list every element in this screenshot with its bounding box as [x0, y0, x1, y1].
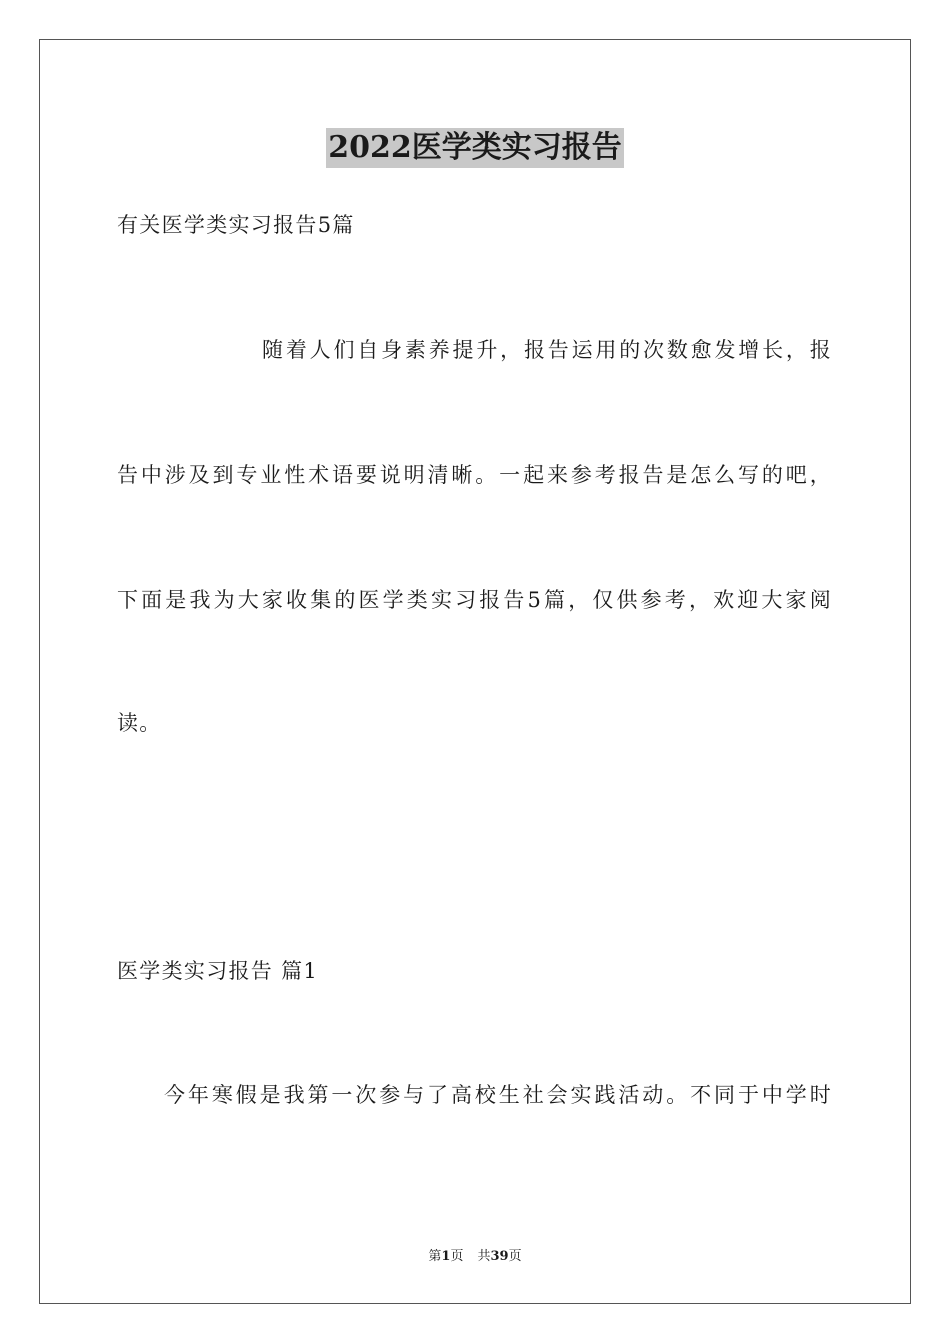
footer-page-suffix: 页: [450, 1249, 464, 1264]
intro-line-2: 告中涉及到专业性术语要说明清晰。一起来参考报告是怎么写的吧，: [117, 463, 832, 487]
intro-line-1: 随着人们自身素养提升，报告运用的次数愈发增长，报: [262, 338, 832, 362]
footer-total-prefix: 共: [477, 1249, 491, 1264]
title-container: [0, 128, 950, 168]
footer-page-current: 1: [441, 1249, 451, 1264]
section-paragraph-line-1: 今年寒假是我第一次参与了高校生社会实践活动。不同于中学时: [164, 1083, 832, 1107]
footer-page-total: 39: [490, 1249, 509, 1264]
intro-line-4: 读。: [117, 711, 162, 735]
document-subtitle: 有关医学类实习报告5篇: [117, 213, 355, 237]
page-footer: [0, 1248, 950, 1266]
footer-page-prefix: 第: [428, 1249, 442, 1264]
document-title: 2022医学类实习报告: [326, 128, 624, 168]
section-heading: 医学类实习报告 篇1: [117, 959, 319, 983]
footer-total-suffix: 页: [508, 1249, 522, 1264]
intro-line-3: 下面是我为大家收集的医学类实习报告5篇，仅供参考，欢迎大家阅: [117, 588, 832, 612]
